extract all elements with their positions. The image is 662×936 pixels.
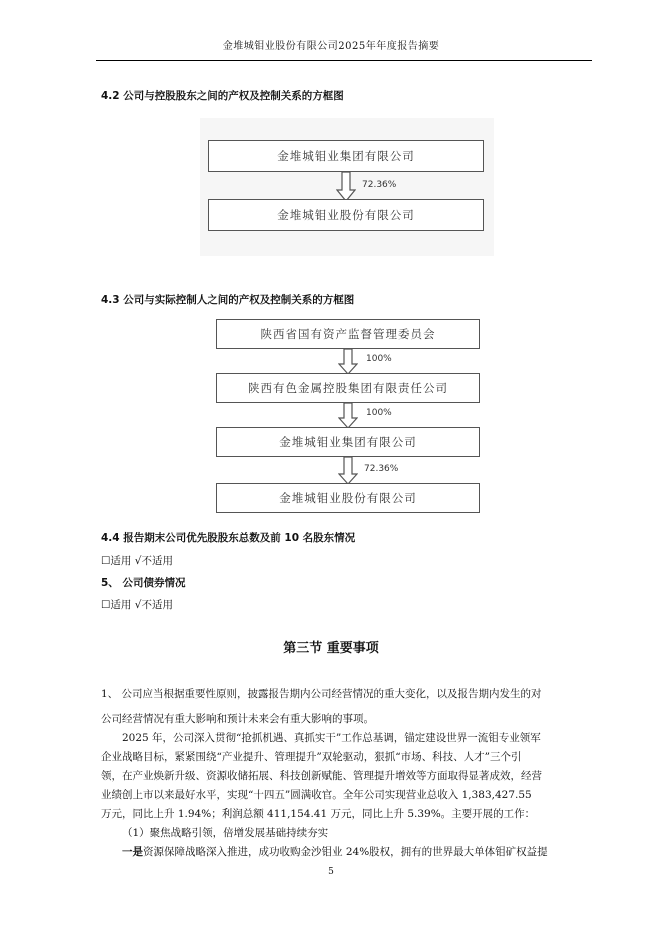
ownership-chart-controlling-shareholder bbox=[200, 118, 494, 256]
box-jdc-group: 金堆城钼业集团有限公司 bbox=[208, 140, 484, 172]
paragraph-line: 万元，同比上升 1.94%；利润总额 411,154.41 万元，同比上升 5.39%。主要开展的工作： bbox=[101, 808, 536, 820]
arrow-down-icon bbox=[336, 172, 356, 202]
heading-4-3: 4.3 公司与实际控制人之间的产权及控制关系的方框图 bbox=[101, 294, 355, 306]
paragraph-line: 2025 年，公司深入贯彻“抢抓机遇、真抓实干”工作总基调，锚定建设世界一流钼专业领军 bbox=[122, 732, 541, 744]
sub-heading: （1）聚焦战略引领，倍增发展基础持续夯实 bbox=[122, 827, 329, 839]
percent-label: 100% bbox=[366, 354, 392, 364]
paragraph-line: 企业战略目标，紧紧围绕“产业提升、管理提升”双轮驱动，狠抓“市场、科技、人才”三个引 bbox=[101, 751, 522, 763]
paragraph-line: 业绩创上市以来最好水平，实现“十四五”圆满收官。全年公司实现营业总收入 1,383,427.55 bbox=[101, 789, 532, 801]
header-rule bbox=[96, 60, 592, 61]
item-1-line-2: 公司经营情况有重大影响和预计未来会有重大影响的事项。 bbox=[101, 713, 374, 725]
box-shaanxi-sasac: 陕西省国有资产监督管理委员会 bbox=[216, 319, 480, 349]
heading-5: 5、 公司债券情况 bbox=[101, 577, 186, 589]
ownership-chart-actual-controller bbox=[214, 316, 480, 516]
paragraph-line: 领，在产业焕新升级、资源收储拓展、科技创新赋能、管理提升增效等方面取得显著成效，经营 bbox=[101, 770, 542, 782]
applicability-options: ☐适用 √不适用 bbox=[101, 555, 173, 567]
applicability-options: ☐适用 √不适用 bbox=[101, 599, 173, 611]
percent-label: 72.36% bbox=[362, 180, 397, 190]
page-header: 金堆城钼业股份有限公司2025年年度报告摘要 bbox=[222, 41, 440, 52]
item-1-line-1: 1、 公司应当根据重要性原则，披露报告期内公司经营情况的重大变化，以及报告期内发生的对 bbox=[101, 688, 542, 700]
arrow-down-icon bbox=[338, 349, 358, 375]
percent-label: 72.36% bbox=[364, 464, 399, 474]
lead-phrase: 一是 bbox=[122, 846, 143, 858]
heading-4-4: 4.4 报告期末公司优先股股东总数及前 10 名股东情况 bbox=[101, 532, 356, 544]
paragraph-text: 资源保障战略深入推进，成功收购金沙钼业 24%股权，拥有的世界最大单体钼矿权益提 bbox=[143, 846, 548, 858]
arrow-down-icon bbox=[338, 403, 358, 429]
heading-4-2: 4.2 公司与控股股东之间的产权及控制关系的方框图 bbox=[101, 90, 344, 102]
section-title: 第三节 重要事项 bbox=[283, 641, 379, 656]
box-jdc-moly-co: 金堆城钼业股份有限公司 bbox=[216, 483, 480, 513]
page-number: 5 bbox=[328, 867, 334, 877]
box-shaanxi-nonferrous: 陕西有色金属控股集团有限责任公司 bbox=[216, 373, 480, 403]
percent-label: 100% bbox=[366, 408, 392, 418]
box-jdc-moly-co: 金堆城钼业股份有限公司 bbox=[208, 199, 484, 231]
box-jdc-group: 金堆城钼业集团有限公司 bbox=[216, 427, 480, 457]
arrow-down-icon bbox=[338, 457, 358, 485]
paragraph-line bbox=[101, 843, 591, 862]
summary-paragraph bbox=[101, 729, 591, 862]
